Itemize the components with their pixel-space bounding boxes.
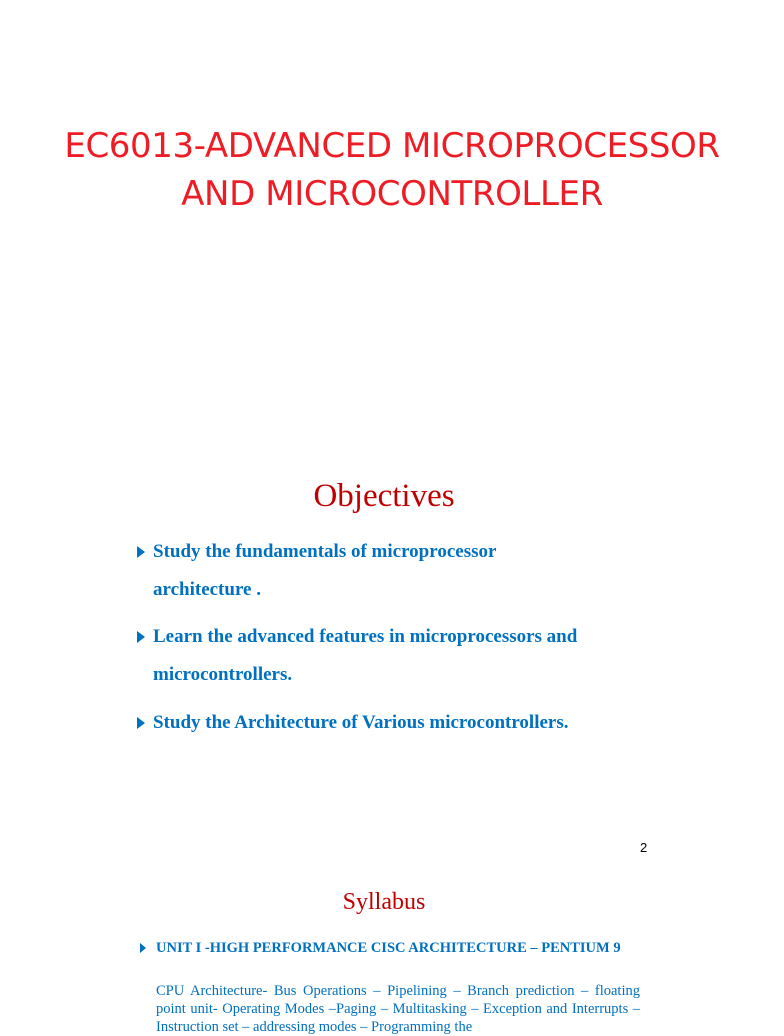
bullet-arrow-icon — [137, 717, 145, 729]
slide-title — [0, 122, 784, 218]
unit-1-body: CPU Architecture- Bus Operations – Pipelining – Branch prediction – floating point unit- Operating Modes –Paging – Multitasking – Exception and Interrupts – Instruction set – addressing modes – Programming the — [156, 983, 640, 1035]
bullet-arrow-icon — [140, 943, 146, 953]
slide-title-line-1: EC6013-ADVANCED MICROPROCESSOR — [64, 126, 720, 166]
slide-title-line-2: AND MICROCONTROLLER — [181, 174, 603, 214]
bullet-arrow-icon — [137, 546, 145, 558]
page-number: 2 — [640, 840, 648, 855]
objectives-heading: Objectives — [313, 478, 455, 514]
unit-1-heading — [137, 939, 640, 957]
objective-item-3 — [137, 704, 697, 742]
syllabus-heading: Syllabus — [342, 889, 426, 915]
objective-text-2: Learn the advanced features in microprocessors and microcontrollers. — [153, 626, 578, 685]
bullet-arrow-icon — [137, 631, 145, 643]
objective-item-1 — [137, 533, 697, 609]
unit-1-title: UNIT I -HIGH PERFORMANCE CISC ARCHITECTURE – PENTIUM 9 — [156, 940, 621, 956]
objective-text-3: Study the Architecture of Various microcontrollers. — [153, 712, 569, 733]
objective-item-2 — [137, 618, 697, 694]
objective-text-1: Study the fundamentals of microprocessor architecture . — [153, 541, 497, 600]
